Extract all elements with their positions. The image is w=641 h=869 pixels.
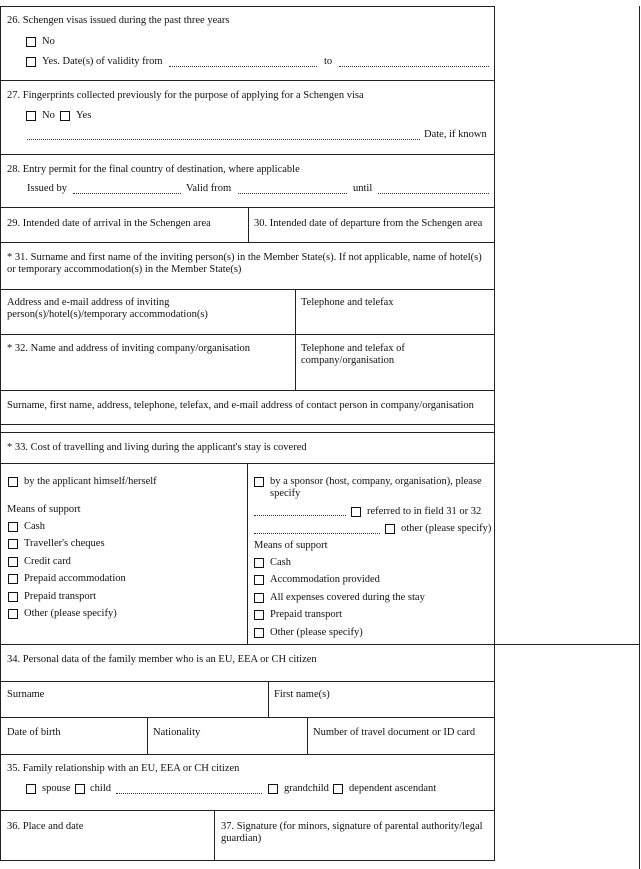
form-right-border (494, 6, 495, 861)
field-33-applicant-means-item-label: Credit card (24, 555, 71, 567)
divider (0, 154, 494, 155)
divider (0, 424, 494, 425)
field-27-date-input[interactable] (27, 139, 420, 140)
field-31-label: * 31. Surname and first name of the inviting person(s) in the Member State(s). If not applicable, name of hotel(s) or temporary accommodation(s) in the Member State(s) (7, 252, 482, 275)
field-33-sponsor-ref-checkbox[interactable] (351, 507, 361, 517)
field-33-sponsor-means-item-checkbox[interactable] (254, 575, 264, 585)
field-34-surname-label: Surname (7, 689, 45, 700)
field-26-no-label: No (42, 36, 55, 47)
field-33-sponsor-checkbox[interactable] (254, 477, 264, 487)
field-33-applicant-checkbox[interactable] (8, 477, 18, 487)
divider (268, 681, 269, 717)
divider (0, 207, 494, 208)
field-33-applicant-means-item-label: Cash (24, 521, 45, 532)
field-33-sponsor-label: by a sponsor (host, company, organisation), please specify (270, 476, 482, 499)
field-33-applicant-means-item-label: Traveller's cheques (24, 538, 105, 550)
field-33-sponsor-means-item-label: Accommodation provided (270, 574, 380, 586)
divider (248, 207, 249, 242)
field-32-phone-label: Telephone and telefax of company/organisation (301, 343, 405, 366)
field-29-label: 29. Intended date of arrival in the Schengen area (7, 218, 211, 229)
field-33-sponsor-means-item-label: All expenses covered during the stay (270, 591, 425, 603)
divider (0, 289, 494, 290)
divider (0, 717, 494, 718)
field-26-yes-label: Yes. Date(s) of validity from (42, 56, 163, 67)
field-26-title: 26. Schengen visas issued during the past three years (7, 15, 230, 26)
divider (0, 681, 494, 682)
divider (295, 289, 296, 390)
divider (214, 810, 215, 861)
divider (0, 390, 494, 391)
divider (0, 334, 494, 335)
field-27-no-checkbox[interactable] (26, 111, 36, 121)
field-33-applicant-means-item-label: Prepaid transport (24, 590, 97, 602)
field-32-contact-label: Surname, first name, address, telephone, telefax, and e-mail address of contact person in company/organisation (7, 400, 474, 411)
field-35-grandchild-label: grandchild (284, 783, 329, 794)
field-35-dependent-label: dependent ascendant (349, 783, 437, 794)
field-33-sponsor-means-item-checkbox[interactable] (254, 628, 264, 638)
field-28-valid-input[interactable] (238, 193, 347, 194)
field-34-document-label: Number of travel document or ID card (313, 727, 476, 738)
field-28-until-label: until (353, 183, 373, 194)
field-35-child-input[interactable] (116, 793, 262, 794)
divider (0, 242, 494, 243)
field-35-grandchild-checkbox[interactable] (268, 784, 278, 794)
field-33-sponsor-means-item-label: Cash (270, 557, 291, 568)
field-35-spouse-label: spouse (42, 783, 71, 794)
field-26-to-label: to (324, 56, 333, 67)
form-top-border (0, 6, 494, 7)
form-left-border (0, 6, 1, 861)
field-36-label: 36. Place and date (7, 821, 84, 832)
field-33-applicant-means-item-checkbox[interactable] (8, 522, 18, 532)
field-33-applicant-means-item-checkbox[interactable] (8, 557, 18, 567)
field-31-phone-label: Telephone and telefax (301, 297, 394, 308)
field-28-until-input[interactable] (378, 193, 489, 194)
field-33-label: * 33. Cost of travelling and living during the applicant's stay is covered (7, 442, 307, 453)
field-33-sponsor-means-item-checkbox[interactable] (254, 610, 264, 620)
field-33-applicant-means-item-label: Other (please specify) (24, 608, 117, 619)
field-26-to-input[interactable] (339, 66, 489, 67)
field-34-nationality-label: Nationality (153, 727, 201, 738)
field-27-title: 27. Fingerprints collected previously for the purpose of applying for a Schengen visa (7, 90, 364, 101)
field-35-child-checkbox[interactable] (75, 784, 85, 794)
field-33-applicant-means-item-checkbox[interactable] (8, 574, 18, 584)
field-33-applicant-means-label: Means of support (7, 504, 81, 515)
field-33-sponsor-means-item-label: Prepaid transport (270, 609, 343, 621)
form-bottom-border (0, 860, 494, 861)
field-33-sponsor-ref-input[interactable] (254, 515, 346, 516)
field-33-applicant-label: by the applicant himself/herself (24, 476, 157, 487)
field-33-sponsor-other-label: other (please specify) (401, 523, 492, 534)
field-27-yes-checkbox[interactable] (60, 111, 70, 121)
field-28-title: 28. Entry permit for the final country of destination, where applicable (7, 164, 300, 175)
field-28-valid-label: Valid from (186, 183, 232, 194)
field-33-applicant-means-item-label: Prepaid accommodation (24, 573, 126, 585)
field-30-label: 30. Intended date of departure from the Schengen area (254, 218, 483, 229)
sidebar-right-border (639, 6, 640, 869)
divider (247, 463, 248, 644)
field-26-from-input[interactable] (169, 66, 317, 67)
divider (0, 810, 494, 811)
field-34-label: 34. Personal data of the family member who is an EU, EEA or CH citizen (7, 654, 317, 665)
field-26-yes-checkbox[interactable] (26, 57, 36, 67)
field-35-spouse-checkbox[interactable] (26, 784, 36, 794)
field-31-address-label: Address and e-mail address of inviting person(s)/hotel(s)/temporary accommodation(s) (7, 297, 208, 320)
field-33-sponsor-means-label: Means of support (254, 540, 328, 551)
field-35-label: 35. Family relationship with an EU, EEA or CH citizen (7, 763, 240, 774)
divider (0, 432, 494, 433)
field-33-sponsor-means-item-checkbox[interactable] (254, 558, 264, 568)
field-26-no-checkbox[interactable] (26, 37, 36, 47)
field-28-issued-input[interactable] (73, 193, 181, 194)
field-27-no-label: No (42, 110, 55, 121)
field-34-dob-label: Date of birth (7, 727, 61, 738)
field-33-sponsor-other-checkbox[interactable] (385, 524, 395, 534)
field-35-child-label: child (90, 783, 111, 794)
field-32-label: * 32. Name and address of inviting company/organisation (7, 343, 251, 354)
field-35-dependent-checkbox[interactable] (333, 784, 343, 794)
field-33-applicant-means-item-checkbox[interactable] (8, 539, 18, 549)
field-34-first-name-label: First name(s) (274, 689, 330, 700)
divider (147, 717, 148, 754)
divider (307, 717, 308, 754)
field-27-yes-label: Yes (76, 110, 92, 121)
field-33-sponsor-means-item-checkbox[interactable] (254, 593, 264, 603)
field-33-applicant-means-item-checkbox[interactable] (8, 609, 18, 619)
divider (0, 80, 494, 81)
field-27-date-label: Date, if known (424, 129, 487, 140)
field-33-applicant-means-item-checkbox[interactable] (8, 592, 18, 602)
field-33-sponsor-ref-label: referred to in field 31 or 32 (367, 506, 482, 517)
field-28-issued-label: Issued by (27, 183, 67, 194)
field-33-sponsor-means-item-label: Other (please specify) (270, 626, 363, 638)
field-33-sponsor-other-input[interactable] (254, 533, 380, 534)
field-37-label: 37. Signature (for minors, signature of parental authority/legal guardian) (221, 821, 483, 844)
divider (0, 644, 639, 645)
divider (0, 754, 494, 755)
